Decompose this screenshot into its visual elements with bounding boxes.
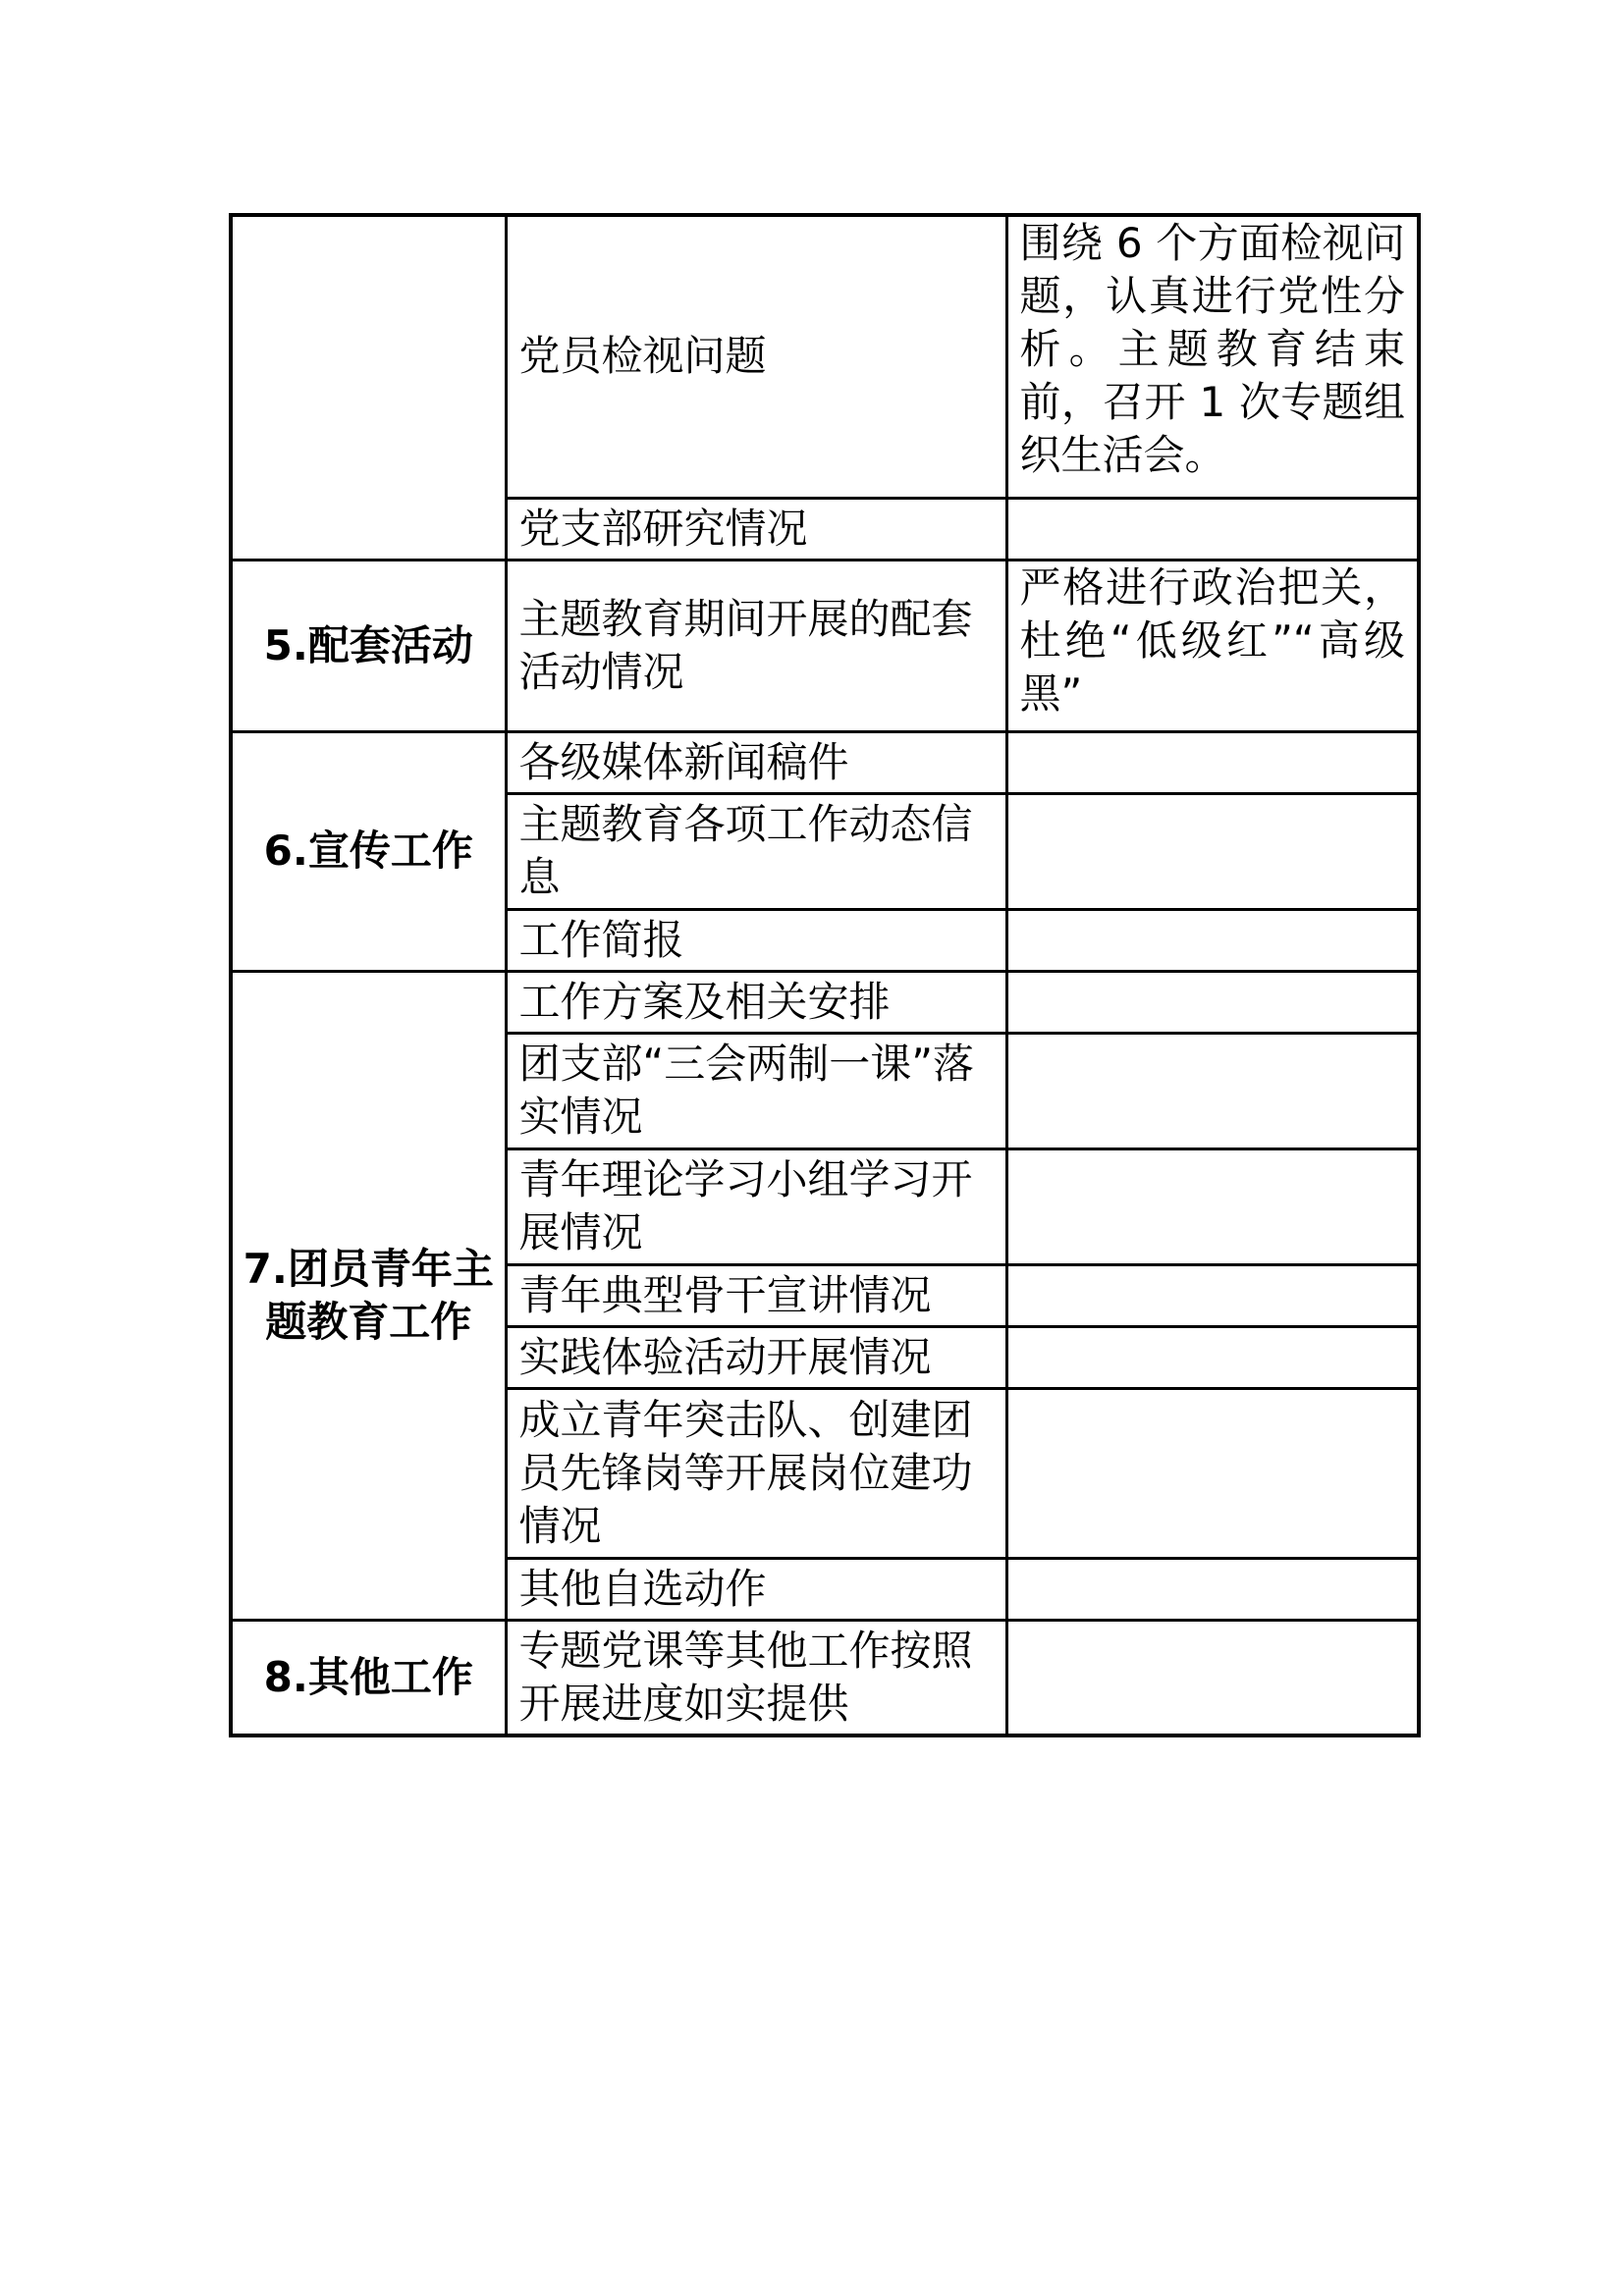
item-cell: 其他自选动作 <box>506 1558 1006 1620</box>
item-cell: 青年典型骨干宣讲情况 <box>506 1264 1006 1326</box>
note-cell <box>1006 1148 1419 1264</box>
item-cell: 工作方案及相关安排 <box>506 971 1006 1033</box>
note-cell <box>1006 1326 1419 1388</box>
note-cell <box>1006 1620 1419 1735</box>
note-cell <box>1006 909 1419 971</box>
item-cell: 实践体验活动开展情况 <box>506 1326 1006 1388</box>
item-cell: 主题教育各项工作动态信息 <box>506 793 1006 909</box>
category-cell: 5.配套活动 <box>231 560 506 731</box>
note-cell: 严格进行政治把关，杜绝“低级红”“高级黑” <box>1006 560 1419 731</box>
note-cell <box>1006 498 1419 560</box>
item-cell: 党员检视问题 <box>506 215 1006 498</box>
item-cell: 成立青年突击队、创建团员先锋岗等开展岗位建功情况 <box>506 1388 1006 1558</box>
item-cell: 工作简报 <box>506 909 1006 971</box>
note-cell <box>1006 731 1419 793</box>
category-cell: 8.其他工作 <box>231 1620 506 1735</box>
table-row <box>231 215 1419 498</box>
work-checklist-table <box>229 213 1421 1737</box>
item-cell: 党支部研究情况 <box>506 498 1006 560</box>
item-cell: 团支部“三会两制一课”落实情况 <box>506 1033 1006 1148</box>
note-cell <box>1006 971 1419 1033</box>
category-cell <box>231 215 506 560</box>
note-cell <box>1006 1388 1419 1558</box>
table-row <box>231 731 1419 793</box>
note-cell <box>1006 1033 1419 1148</box>
note-cell <box>1006 1264 1419 1326</box>
table-row <box>231 1620 1419 1735</box>
item-cell: 青年理论学习小组学习开展情况 <box>506 1148 1006 1264</box>
category-cell: 7.团员青年主题教育工作 <box>231 971 506 1620</box>
table-row <box>231 560 1419 731</box>
table-row <box>231 971 1419 1033</box>
note-cell: 围绕 6 个方面检视问题，认真进行党性分析。主题教育结束前，召开 1 次专题组织生活会。 <box>1006 215 1419 498</box>
note-cell <box>1006 793 1419 909</box>
item-cell: 专题党课等其他工作按照开展进度如实提供 <box>506 1620 1006 1735</box>
category-cell: 6.宣传工作 <box>231 731 506 971</box>
item-cell: 主题教育期间开展的配套活动情况 <box>506 560 1006 731</box>
item-cell: 各级媒体新闻稿件 <box>506 731 1006 793</box>
note-cell <box>1006 1558 1419 1620</box>
